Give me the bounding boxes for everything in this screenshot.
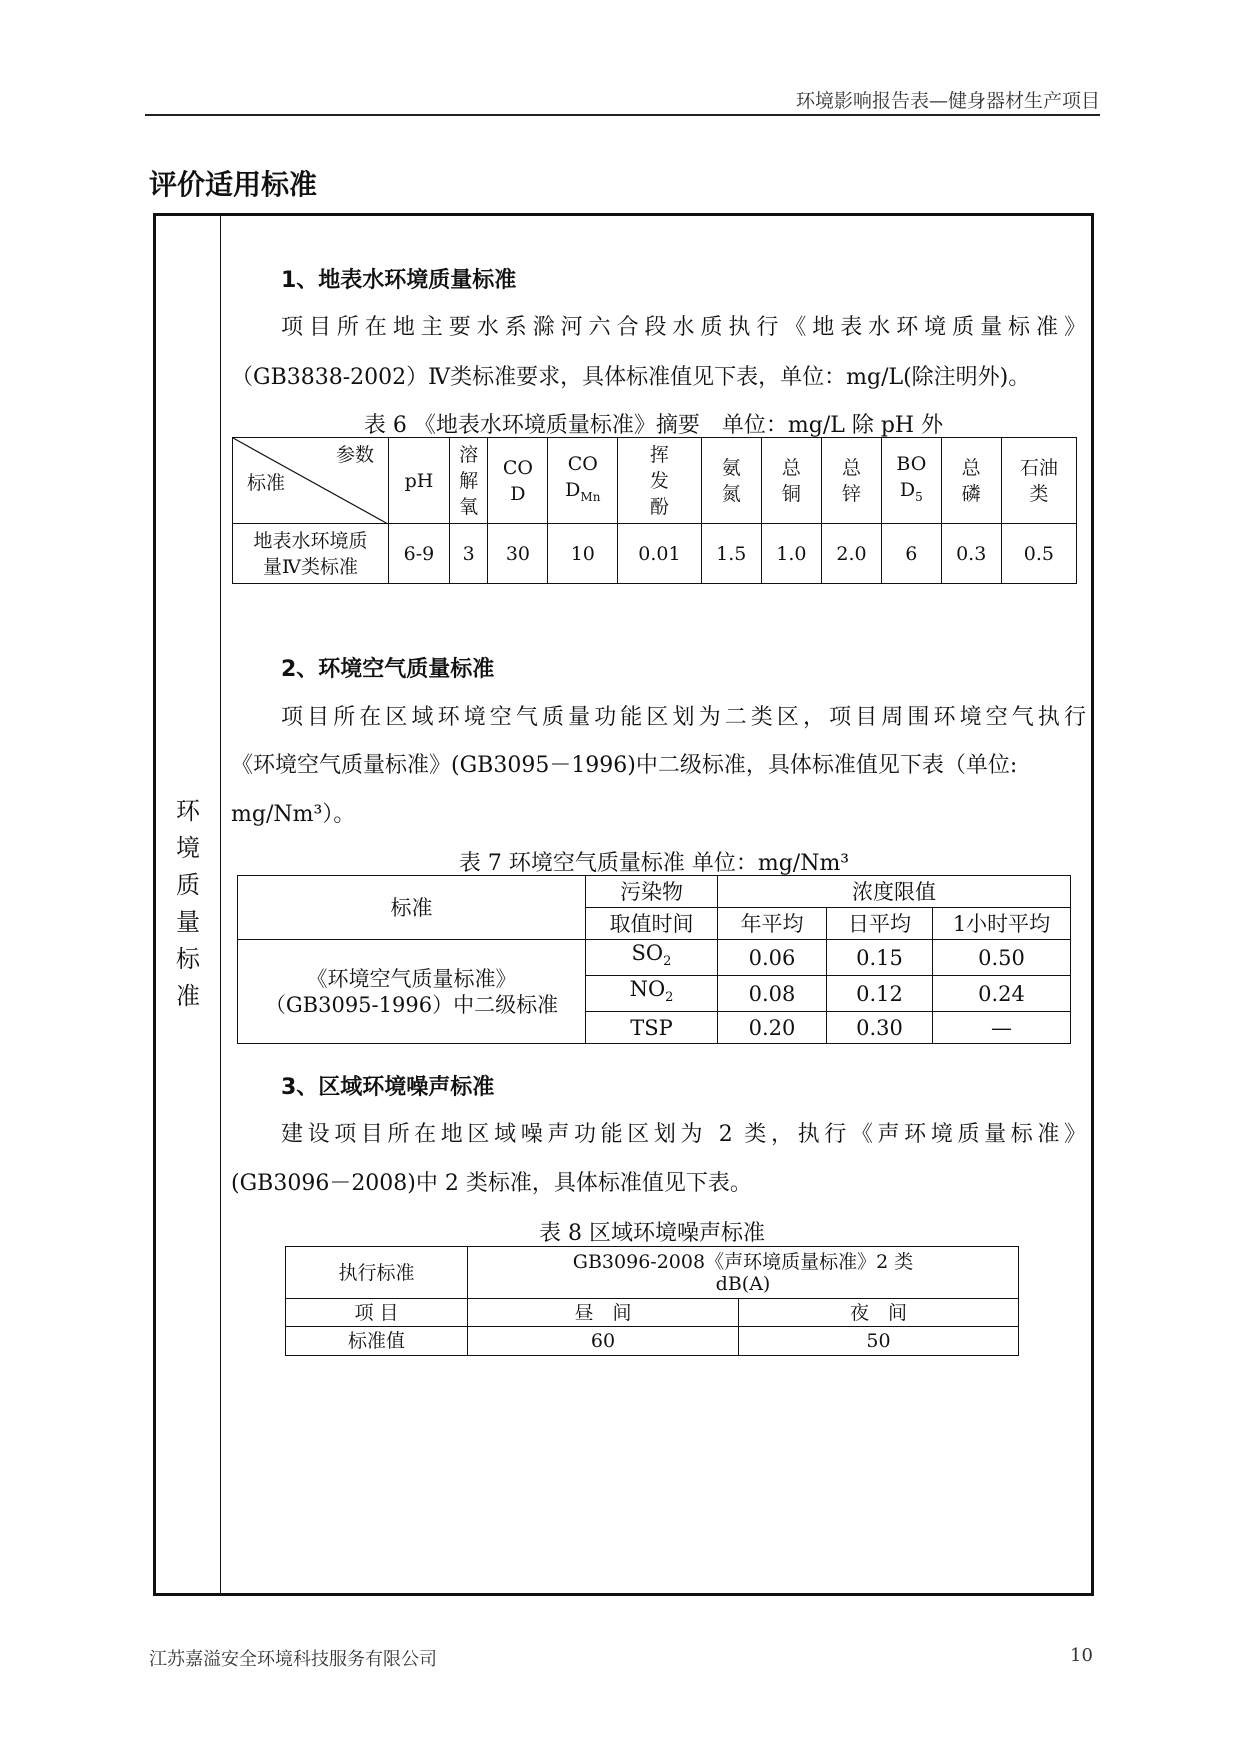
table6-header-cell: CO D xyxy=(488,438,548,524)
table7-period-header: 年平均 xyxy=(718,908,827,940)
table6-header-cell: pH xyxy=(389,438,450,524)
table8-night-value: 50 xyxy=(739,1327,1019,1356)
section-heading-ambient-air: 2、环境空气质量标准 xyxy=(281,657,495,682)
table6-value-cell: 0.5 xyxy=(1001,524,1076,584)
section2-paragraph-line3: mg/Nm³）。 xyxy=(231,802,356,827)
table6-value-cell: 30 xyxy=(488,524,548,584)
page-number: 10 xyxy=(1070,1645,1093,1666)
table8-day-value: 60 xyxy=(468,1327,739,1356)
table7-standard-header: 标准 xyxy=(238,876,586,940)
running-header: 环境影响报告表—健身器材生产项目 xyxy=(795,90,1100,112)
section1-paragraph-line1: 项目所在地主要水系滁河六合段水质执行《地表水环境质量标准》 xyxy=(281,315,1086,340)
table6-header-cell: 氨 氮 xyxy=(701,438,761,524)
table6-row-label: 地表水环境质 量Ⅳ类标准 xyxy=(233,524,389,584)
table7-value-cell: 0.24 xyxy=(933,976,1071,1012)
table6-header-cell: CO $D_{Mn}$ xyxy=(548,438,618,524)
table6-value-cell: 10 xyxy=(548,524,618,584)
table7-value-cell: 0.08 xyxy=(718,976,827,1012)
section-heading-noise: 3、区域环境噪声标准 xyxy=(281,1075,495,1100)
section-heading-surface-water: 1、地表水环境质量标准 xyxy=(281,268,517,293)
table6-value-cell: 6-9 xyxy=(389,524,450,584)
table6-value-cell: 6 xyxy=(882,524,942,584)
table7-caption: 表 7 环境空气质量标准 单位：mg/Nm³ xyxy=(458,851,850,876)
corner-top-label: 参数 xyxy=(335,444,374,466)
table6-caption: 表 6 《地表水环境质量标准》摘要 单位：mg/L 除 pH 外 xyxy=(363,413,944,438)
ambient-air-standard-table xyxy=(237,875,1071,1044)
table7-value-cell: 0.12 xyxy=(827,976,933,1012)
table6-header-cell: 石油 类 xyxy=(1001,438,1076,524)
table6-value-cell: 3 xyxy=(449,524,488,584)
table7-standard-name xyxy=(238,940,586,1044)
table8-item-label: 项 目 xyxy=(286,1299,468,1327)
table7-value-cell: — xyxy=(933,1012,1071,1044)
corner-bottom-label: 标准 xyxy=(247,472,286,494)
table7-value-cell: 0.15 xyxy=(827,940,933,976)
page-title: 评价适用标准 xyxy=(149,168,318,201)
table6-header-cell: 溶 解 氧 xyxy=(449,438,488,524)
surface-water-standard-table xyxy=(232,437,1077,584)
section3-paragraph-line2: (GB3096－2008)中 2 类标准，具体标准值见下表。 xyxy=(231,1171,752,1196)
table8-standard-value xyxy=(468,1247,1019,1299)
table6-header-cell: 总 铜 xyxy=(761,438,821,524)
table6-value-cell: 1.5 xyxy=(701,524,761,584)
table7-pollutant-no2: $NO_2$ xyxy=(586,976,718,1012)
table7-limit-header: 浓度限值 xyxy=(718,876,1071,908)
table6-header-cell: 总 锌 xyxy=(821,438,881,524)
table6-value-cell: 1.0 xyxy=(761,524,821,584)
table6-value-cell: 0.3 xyxy=(941,524,1001,584)
noise-standard-table xyxy=(285,1246,1019,1356)
table7-pollutant-header: 污染物 xyxy=(586,876,718,908)
section2-paragraph-line2: 《环境空气质量标准》(GB3095－1996)中二级标准，具体标准值见下表（单位: xyxy=(231,753,1018,778)
side-label-char: 质 xyxy=(176,871,200,899)
table7-standard-name-line2: （GB3095-1996）中二级标准 xyxy=(264,992,559,1017)
section3-paragraph-line1: 建设项目所在地区域噪声功能区划为 2 类，执行《声环境质量标准》 xyxy=(281,1122,1086,1147)
table7-standard-name-line1: 《环境空气质量标准》 xyxy=(306,966,517,991)
table8-day-label: 昼 间 xyxy=(468,1299,739,1327)
table7-period-header: 日平均 xyxy=(827,908,933,940)
side-label-char: 量 xyxy=(176,908,200,936)
side-label xyxy=(168,793,208,1015)
table7-value-cell: 0.20 xyxy=(718,1012,827,1044)
footer-company: 江苏嘉溢安全环境科技服务有限公司 xyxy=(149,1649,437,1670)
header-rule xyxy=(145,114,1100,116)
section2-paragraph-line1: 项目所在区域环境空气质量功能区划为二类区，项目周围环境空气执行 xyxy=(281,705,1086,730)
table8-standard-value-line1: GB3096-2008《声环境质量标准》2 类 xyxy=(572,1250,914,1273)
table6-header-cell: 挥 发 酚 xyxy=(618,438,701,524)
table7-period-header: 1小时平均 xyxy=(933,908,1071,940)
side-label-char: 标 xyxy=(176,945,200,973)
side-label-char: 准 xyxy=(176,982,200,1010)
table8-caption: 表 8 区域环境噪声标准 xyxy=(539,1221,765,1246)
section1-paragraph-line2: （GB3838-2002）Ⅳ类标准要求，具体标准值见下表，单位：mg/L(除注明外)。 xyxy=(231,365,1031,390)
table6-value-cell: 2.0 xyxy=(821,524,881,584)
table6-value-cell: 0.01 xyxy=(618,524,701,584)
table8-night-label: 夜 间 xyxy=(739,1299,1019,1327)
table7-value-cell: 0.30 xyxy=(827,1012,933,1044)
table8-standard-value-line2: dB(A) xyxy=(715,1272,771,1295)
table8-value-label: 标准值 xyxy=(286,1327,468,1356)
table6-header-cell: 总 磷 xyxy=(941,438,1001,524)
table8-standard-label: 执行标准 xyxy=(286,1247,468,1299)
side-label-char: 境 xyxy=(176,834,200,862)
frame-divider xyxy=(220,213,221,1596)
side-label-char: 环 xyxy=(176,797,200,825)
table7-pollutant-tsp: TSP xyxy=(586,1012,718,1044)
table7-pollutant-so2: $SO_2$ xyxy=(586,940,718,976)
table6-header-cell: BO $D_5$ xyxy=(882,438,942,524)
table6-corner-cell xyxy=(233,438,389,524)
table7-time-header: 取值时间 xyxy=(586,908,718,940)
table7-value-cell: 0.50 xyxy=(933,940,1071,976)
table7-value-cell: 0.06 xyxy=(718,940,827,976)
